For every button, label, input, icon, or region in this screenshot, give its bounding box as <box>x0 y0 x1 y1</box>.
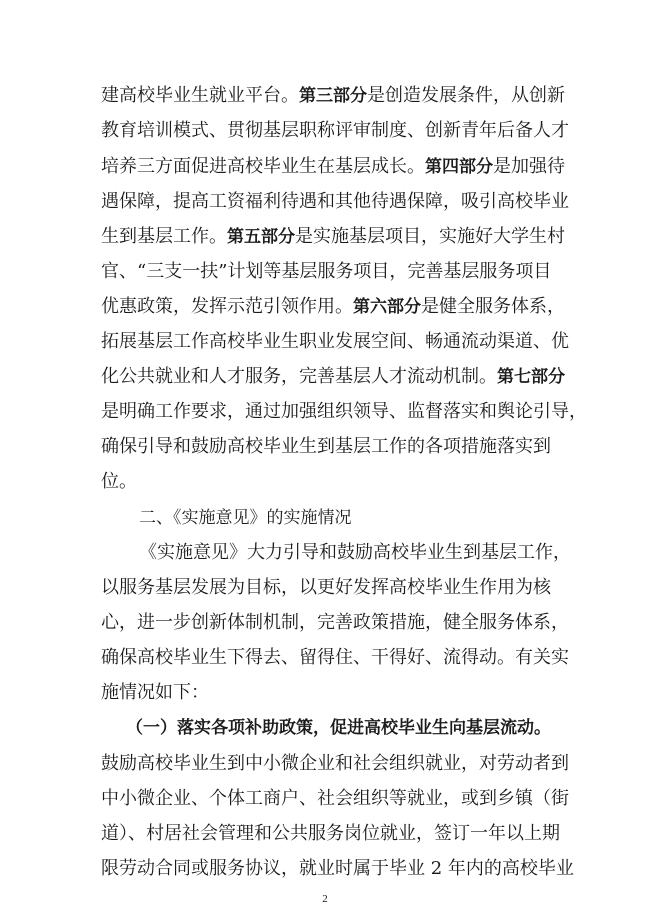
page-number: 2 <box>322 893 328 905</box>
body-line: 生到基层工作。第五部分是实施基层项目，实施好大学生村 <box>101 226 565 247</box>
body-line: 遇保障，提高工资福利待遇和其他待遇保障，吸引高校毕业 <box>101 191 569 212</box>
body-line: 确保引导和鼓励高校毕业生到基层工作的各项措施落实到 <box>101 436 551 457</box>
bold-term: 第六部分 <box>353 297 421 317</box>
body-line: 优惠政策，发挥示范引领作用。第六部分是健全服务体系， <box>101 296 565 317</box>
body-line: 道）、村居社会管理和公共服务岗位就业，签订一年以上期 <box>101 823 560 844</box>
body-line: 拓展基层工作高校毕业生职业发展空间、畅通流动渠道、优 <box>101 331 569 352</box>
body-line: 以服务基层发展为目标，以更好发挥高校毕业生作用为核 <box>101 577 551 598</box>
body-line: 鼓励高校毕业生到中小微企业和社会组织就业，对劳动者到 <box>101 753 569 774</box>
body-line: 培养三方面促进高校毕业生在基层成长。第四部分是加强待 <box>101 156 565 177</box>
body-line: 施情况如下： <box>101 682 209 703</box>
body-line: 建高校毕业生就业平台。第三部分是创造发展条件，从创新 <box>101 85 565 106</box>
body-line: 《实施意见》大力引导和鼓励高校毕业生到基层工作， <box>139 542 571 563</box>
body-line: 是明确工作要求，通过加强组织领导、监督落实和舆论引导， <box>101 401 587 422</box>
body-line: 限劳动合同或服务协议，就业时属于毕业 2 年内的高校毕业 <box>101 858 574 879</box>
section-heading: 二、《实施意见》的实施情况 <box>139 508 352 528</box>
bold-term: 第三部分 <box>299 86 367 106</box>
body-line: 位。 <box>101 471 137 492</box>
body-line: 官、“三支一扶”计划等基层服务项目，完善基层服务项目 <box>101 261 552 282</box>
body-line: 化公共就业和人才服务，完善基层人才流动机制。第七部分 <box>101 366 565 387</box>
body-line: 中小微企业、个体工商户、社会组织等就业，或到乡镇（街 <box>101 788 569 809</box>
body-line: 确保高校毕业生下得去、留得住、干得好、流得动。有关实 <box>101 647 569 668</box>
bold-term: 第四部分 <box>425 157 493 177</box>
bold-term: 第五部分 <box>227 227 295 247</box>
subsection-heading: （一）落实各项补助政策，促进高校毕业生向基层流动。 <box>126 718 551 738</box>
body-line: 心，进一步创新体制机制，完善政策措施，健全服务体系， <box>101 612 569 633</box>
body-line: 教育培训模式、贯彻基层职称评审制度、创新青年后备人才 <box>101 120 569 141</box>
bold-term: 第七部分 <box>497 367 565 387</box>
